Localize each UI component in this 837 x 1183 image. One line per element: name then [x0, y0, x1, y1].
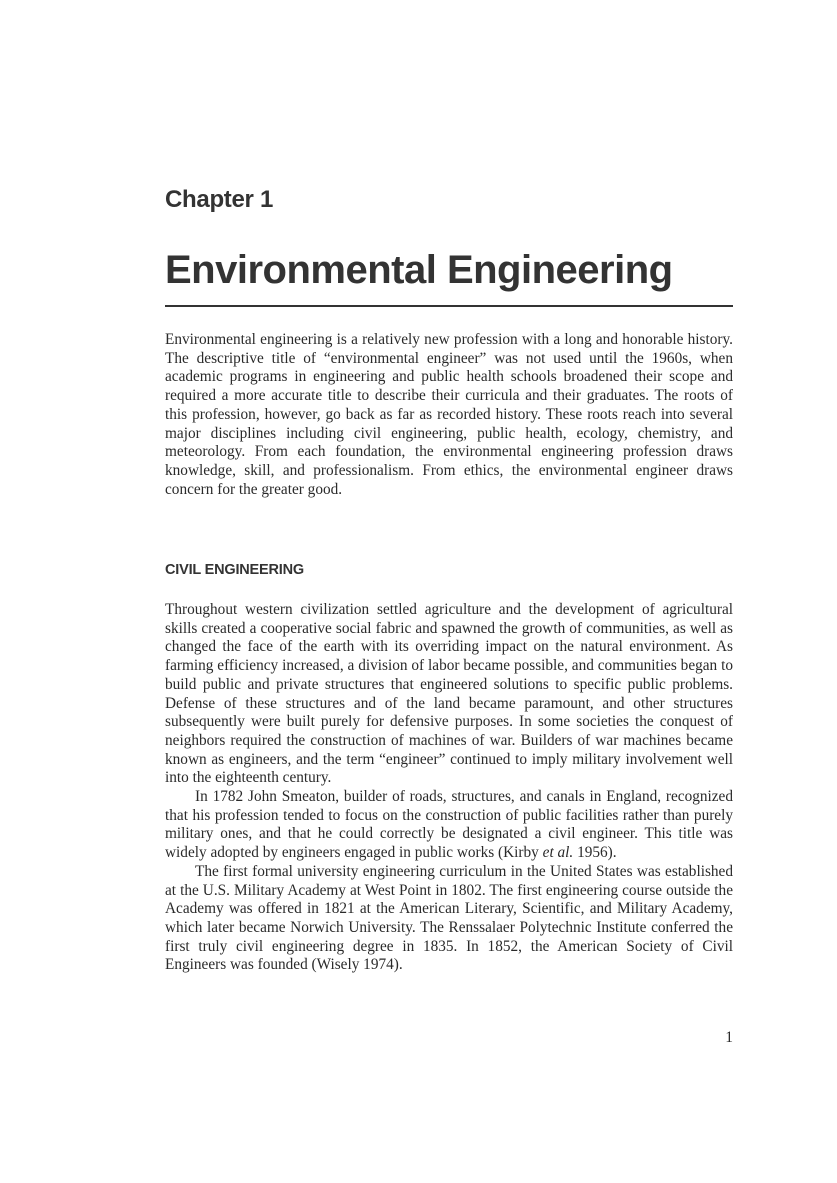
section-heading: CIVIL ENGINEERING [165, 562, 304, 578]
intro-paragraph: Environmental engineering is a relatively new profession with a long and honorable history. The descriptive title of “environmental engineer” was not used until the 1960s, when academic programs in engineering and public health schools broadened their scope and required a more accurate title to describe their curricula and their graduates. The roots of this profession, however, go back as far as recorded history. These roots reach into several major disciplines including civil engineering, public health, ecology, chemistry, and meteorology. From each foundation, the environmental engineering profession draws knowledge, skill, and professionalism. From ethics, the environmental engineer draws concern for the greater good. [165, 331, 733, 498]
chapter-label: Chapter 1 [165, 186, 273, 213]
page-number: 1 [725, 1029, 733, 1046]
title-divider [165, 305, 733, 307]
paragraph-text: 1956). [573, 844, 617, 862]
paragraph [165, 788, 733, 863]
citation-italic: et al. [542, 844, 574, 862]
section-body [165, 601, 733, 975]
paragraph: The first formal university engineering curriculum in the United States was established at the U.S. Military Academy at West Point in 1802. The first engineering course outside the Academy was offered in 1821 at the American Literary, Scientific, and Military Academy, which later became Norwich University. The Renssalaer Polytechnic Institute conferred the first truly civil engineering degree in 1835. In 1852, the American Society of Civil Engineers was founded (Wisely 1974). [165, 862, 733, 974]
paragraph: Throughout western civilization settled agriculture and the development of agricultural skills created a cooperative social fabric and spawned the growth of communities, as well as changed the face of the earth with its overriding impact on the natural environment. As farming efficiency increased, a division of labor became possible, and communities began to build public and private structures that engineered solutions to specific public problems. Defense of these structures and of the land became paramount, and other structures subsequently were built purely for defensive purposes. In some societies the conquest of neighbors required the construction of machines of war. Builders of war machines became known as engineers, and the term “engineer” continued to imply military involvement well into the eighteenth century. [165, 601, 733, 787]
paragraph-text: In 1782 John Smeaton, builder of roads, structures, and canals in England, recognized that his profession tended to focus on the construction of public facilities rather than purely military ones, and that he could correctly be designated a civil engineer. This title was widely adopted by engineers engaged in public works (Kirby [165, 788, 733, 862]
chapter-title: Environmental Engineering [165, 248, 673, 292]
